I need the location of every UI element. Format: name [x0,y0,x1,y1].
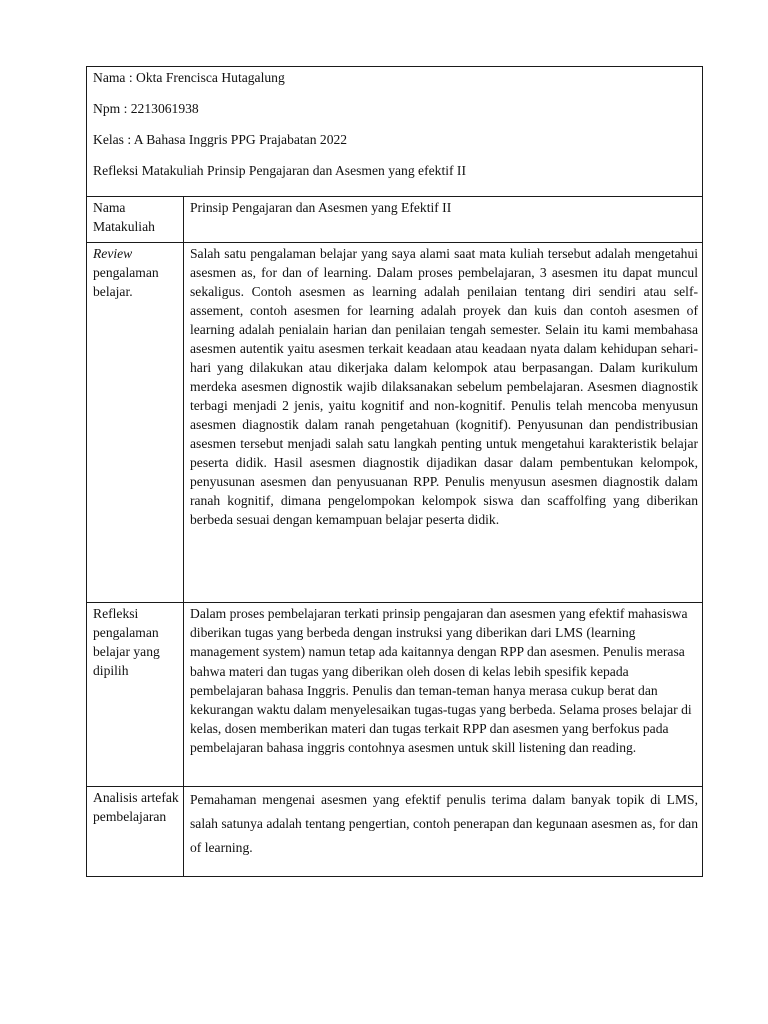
row-content: Prinsip Pengajaran dan Asesmen yang Efektif II [190,200,452,215]
row-label-cell [87,787,184,877]
document-title: Refleksi Matakuliah Prinsip Pengajaran dan Asesmen yang efektif II [93,163,466,178]
row-content-cell [184,603,703,787]
table-row [87,197,703,243]
row-label: Refleksi pengalaman belajar yang dipilih [93,606,160,678]
header-cell [87,67,703,197]
student-class: Kelas : A Bahasa Inggris PPG Prajabatan 2022 [93,132,348,147]
row-content-cell [184,243,703,603]
row-label: pengalaman belajar. [93,265,159,299]
row-label-cell [87,197,184,243]
row-label-cell [87,603,184,787]
row-content: Dalam proses pembelajaran terkati prinsip pengajaran dan asesmen yang efektif mahasiswa diberikan tugas yang berbeda dengan instruksi yang diberikan dari LMS (learning management system) namun tetap ada kaitannya dengan RPP dan asesmen. Penulis merasa bahwa materi dan tugas yang diberikan oleh dosen di kelas lebih spesifik kepada pembelajaran bahasa Inggris. Penulis dan teman-teman hanya merasa cukup berat dan kekurangan waktu dalam menyelesaikan tugas-tugas yang berbeda. Selama proses belajar di kelas, dosen memberikan materi dan tugas terkait RPP dan asesmen yang berfokus pada pembelajaran bahasa inggris contohnya asesmen untuk skill listening dan reading. [190,606,692,756]
row-label-cell [87,243,184,603]
student-npm: Npm : 2213061938 [93,101,199,116]
reflection-table [86,66,703,877]
row-label: Analisis artefak pembelajaran [93,790,179,824]
row-content: Salah satu pengalaman belajar yang saya alami saat mata kuliah tersebut adalah mengetahui asesmen as, for dan of learning. Dalam proses pembelajaran, 3 asesmen itu dapat muncul sekaligus. Contoh asesmen as learning adalah penilaian tentang diri sendiri atau self-assement, contoh asesmen for learning adalah proyek dan kuis dan contoh asesmen of learning adalah penialain harian dan penilaian tengah semester. Selain itu kami membahasa asesmen autentik yaitu asesmen terkait keadaan atau keadaan nyata dalam kehidupan sehari-hari yang dilakukan atau dikerjaka dalam kelompok atau berpasangan. Dalam kurikulum merdeka asesmen dignostik wajib dilaksanakan sebelum pembelajaran. Asesmen diagnostik terbagi menjadi 2 jenis, yaitu kognitif and non-kognitif. Penulis telah mencoba menyusun asesmen diagnostik dalam ranah pengetahuan (kognitif). Penyusunan dan pendistribusian asesmen tersebut menjadi salah satu langkah penting untuk mengetahui karakteristik belajar peserta didik. Hasil asesmen diagnostik dijadikan dasar dalam pembentukan kelompok, penyusunan asesmen dan penyusuanan RPP. Penulis menyusun asesmen diagnostik dalam ranah kognitif, dimana pengelompokan kelompok siswa dan scaffolfing yang diberikan berbeda sesuai dengan kemampuan belajar peserta didik. [190,246,699,527]
student-name: Nama : Okta Frencisca Hutagalung [93,70,285,85]
row-content: Pemahaman mengenai asesmen yang efektif penulis terima dalam banyak topik di LMS, salah satunya adalah tentang pengertian, contoh penerapan dan kegunaan asesmen as, for dan of learning. [190,792,699,855]
row-label-italic: Review [93,246,133,261]
row-label: Nama Matakuliah [93,200,155,234]
table-row [87,603,703,787]
row-content-cell [184,787,703,877]
table-row [87,243,703,603]
row-content-cell [184,197,703,243]
header-row [87,67,703,197]
table-row [87,787,703,877]
